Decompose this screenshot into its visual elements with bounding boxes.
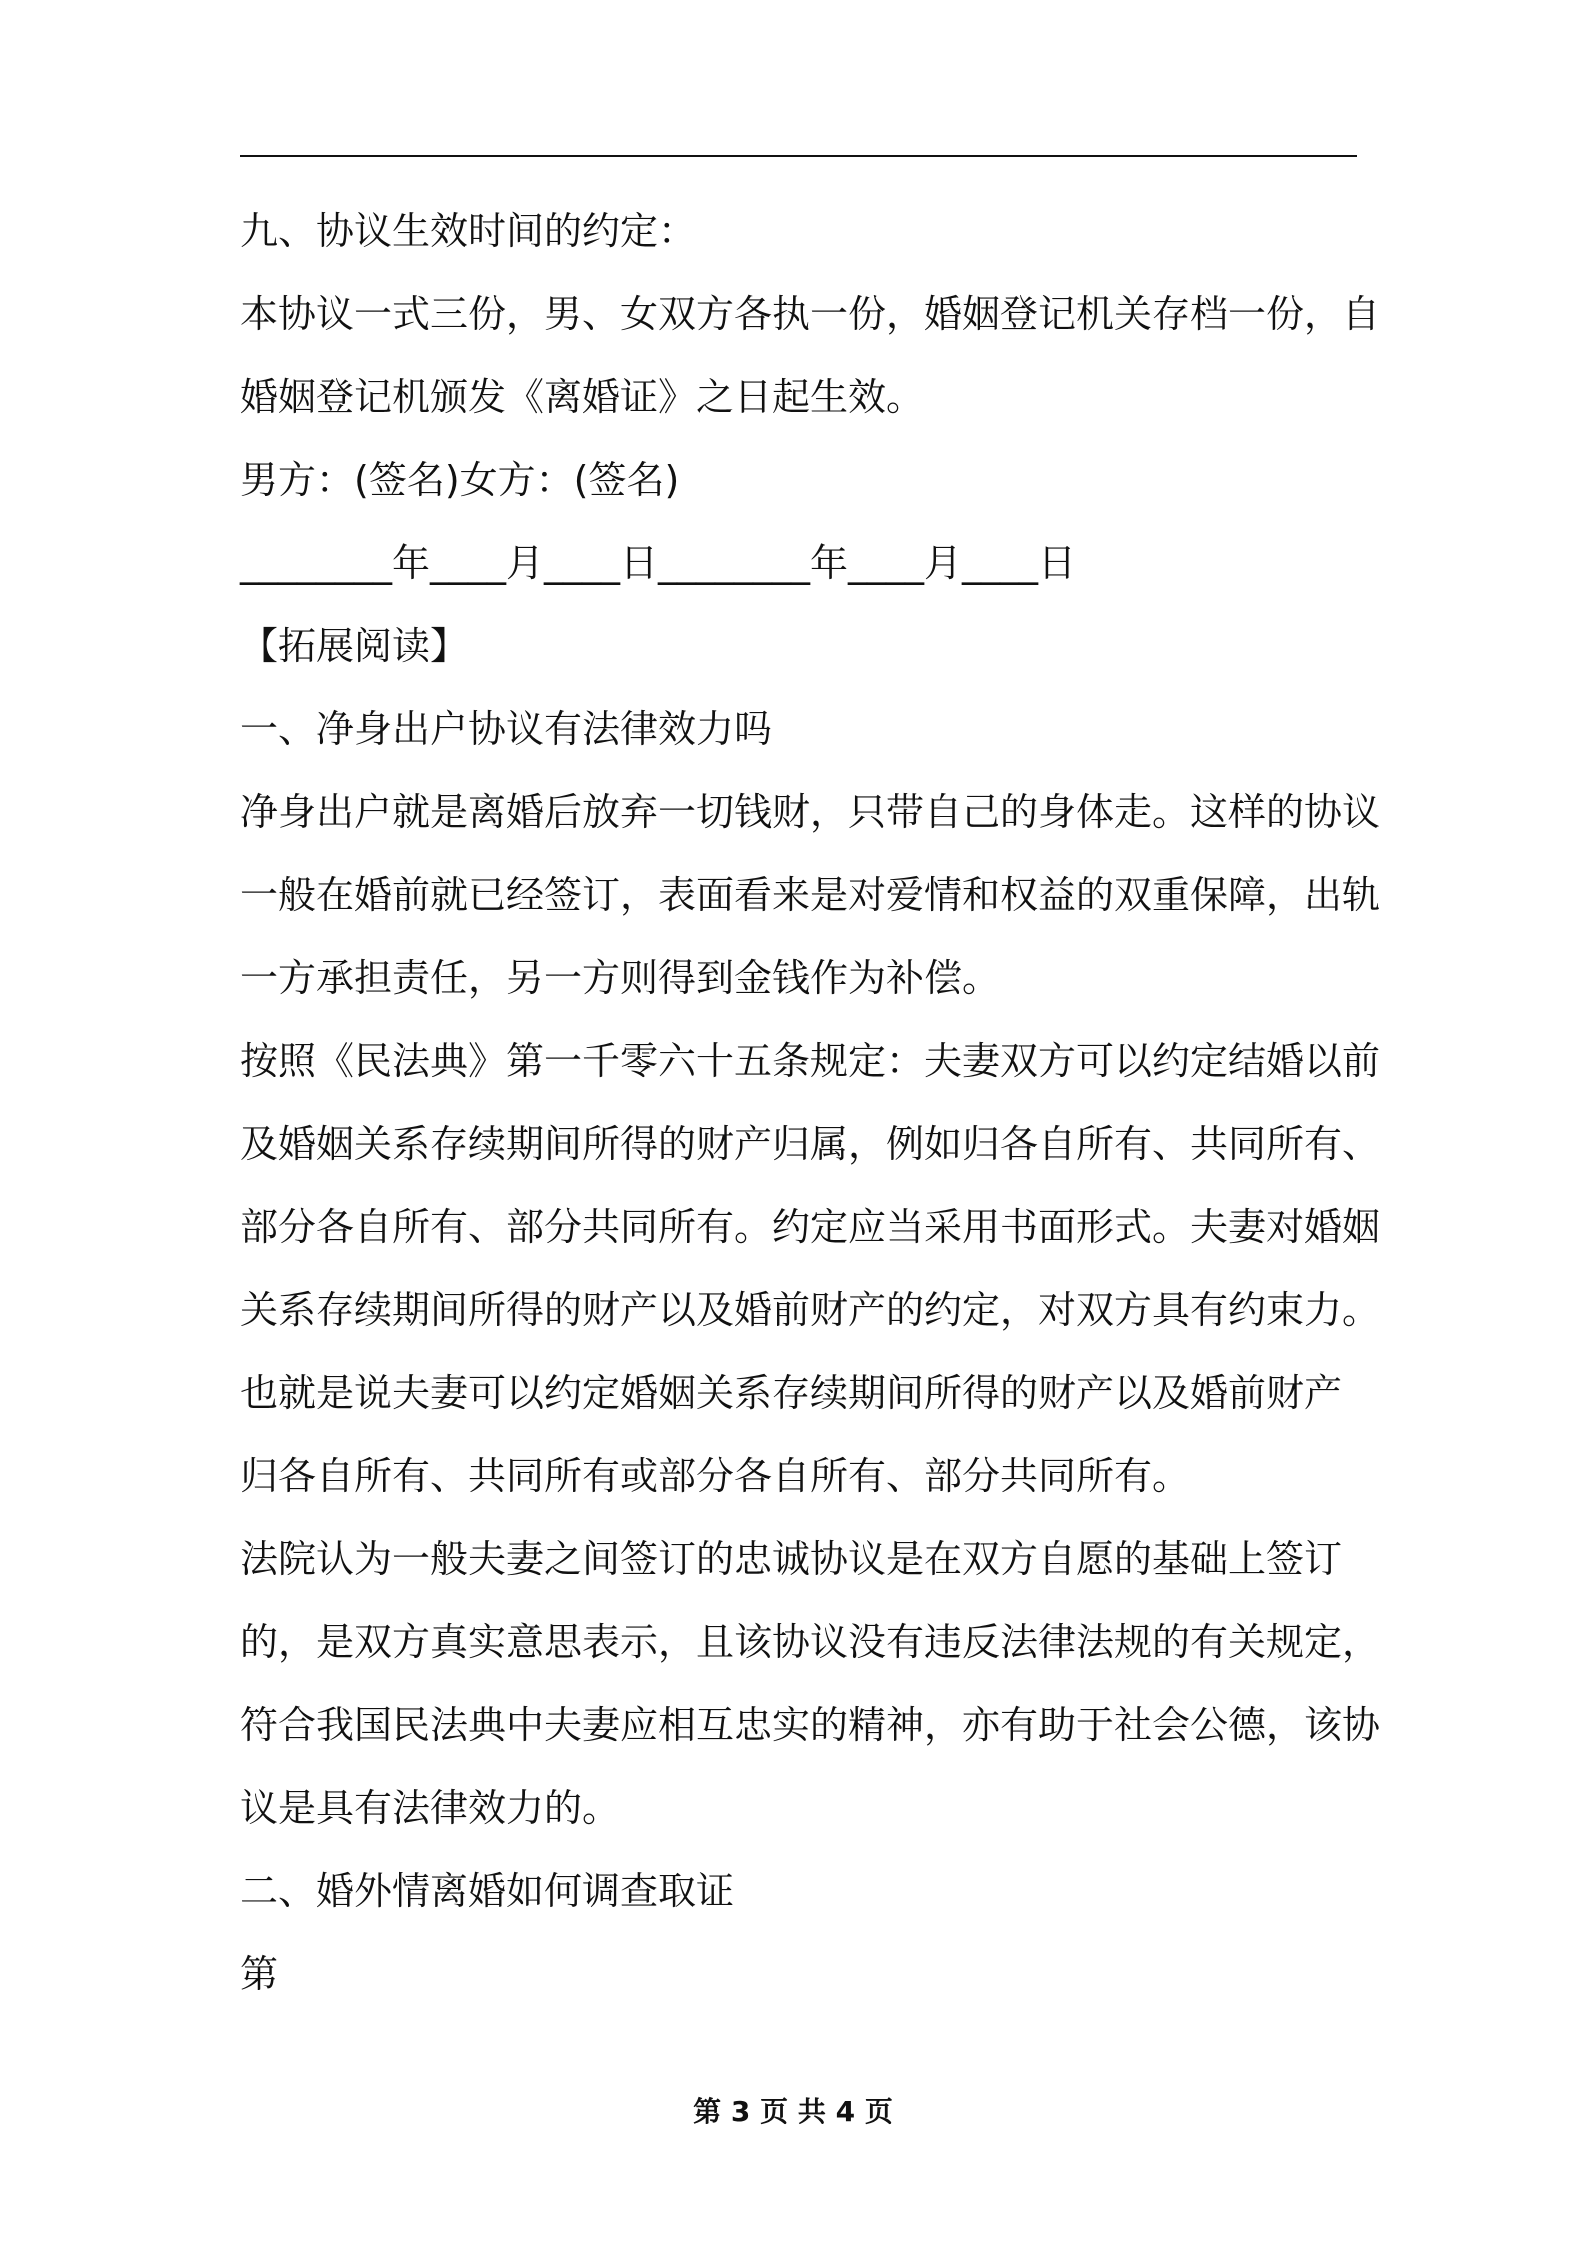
section-heading-1: 一、净身出户协议有法律效力吗 bbox=[240, 707, 773, 751]
paragraph-line: 关系存续期间所得的财产以及婚前财产的约定，对双方具有约束力。 bbox=[240, 1288, 1381, 1332]
paragraph-line: 法院认为一般夫妻之间签订的忠诚协议是在双方自愿的基础上签订 bbox=[240, 1537, 1343, 1581]
date-blank-line: ________年____月____日________年____月____日 bbox=[240, 541, 1077, 585]
paragraph-line: 婚姻登记机颁发《离婚证》之日起生效。 bbox=[240, 375, 925, 419]
document-body bbox=[240, 190, 1381, 2016]
paragraph-line: 的，是双方真实意思表示，且该协议没有违反法律法规的有关规定， bbox=[240, 1620, 1381, 1664]
paragraph-line: 第 bbox=[240, 1952, 279, 1996]
header-rule bbox=[240, 155, 1357, 157]
extended-reading-label: 【拓展阅读】 bbox=[240, 624, 469, 668]
paragraph-line: 归各自所有、共同所有或部分各自所有、部分共同所有。 bbox=[240, 1454, 1191, 1498]
paragraph-line: 一般在婚前就已经签订，表面看来是对爱情和权益的双重保障，出轨 bbox=[240, 873, 1381, 917]
paragraph-line: 部分各自所有、部分共同所有。约定应当采用书面形式。夫妻对婚姻 bbox=[240, 1205, 1381, 1249]
paragraph-line: 按照《民法典》第一千零六十五条规定：夫妻双方可以约定结婚以前 bbox=[240, 1039, 1381, 1083]
paragraph-line: 本协议一式三份，男、女双方各执一份，婚姻登记机关存档一份，自 bbox=[240, 292, 1381, 336]
signature-line: 男方：(签名)女方：(签名) bbox=[240, 458, 680, 502]
paragraph-line: 净身出户就是离婚后放弃一切钱财，只带自己的身体走。这样的协议 bbox=[240, 790, 1381, 834]
section-heading-effective-date: 九、协议生效时间的约定： bbox=[240, 209, 697, 253]
paragraph-line: 也就是说夫妻可以约定婚姻关系存续期间所得的财产以及婚前财产 bbox=[240, 1371, 1343, 1415]
paragraph-line: 符合我国民法典中夫妻应相互忠实的精神，亦有助于社会公德，该协 bbox=[240, 1703, 1381, 1747]
page-number-footer: 第 3 页 共 4 页 bbox=[693, 2095, 893, 2128]
paragraph-line: 议是具有法律效力的。 bbox=[240, 1786, 621, 1830]
paragraph-line: 一方承担责任，另一方则得到金钱作为补偿。 bbox=[240, 956, 1001, 1000]
paragraph-line: 及婚姻关系存续期间所得的财产归属，例如归各自所有、共同所有、 bbox=[240, 1122, 1381, 1166]
section-heading-2: 二、婚外情离婚如何调查取证 bbox=[240, 1869, 735, 1913]
